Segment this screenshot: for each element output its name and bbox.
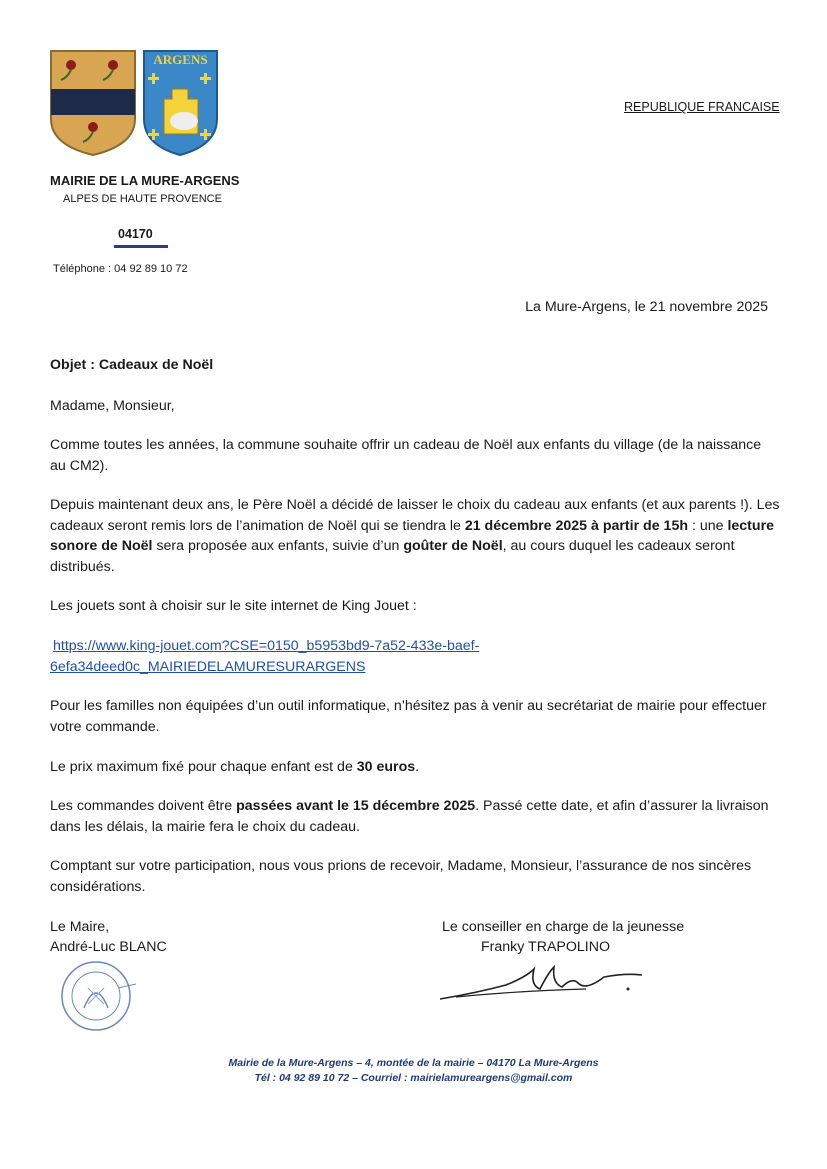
subject-line: Objet : Cadeaux de Noël bbox=[50, 357, 214, 373]
phone-line: Téléphone : 04 92 89 10 72 bbox=[53, 263, 188, 275]
mayor-name: André-Luc BLANC bbox=[50, 939, 167, 955]
argens-crest-logo bbox=[142, 49, 219, 157]
footer-address: Mairie de la Mure-Argens – 4, montée de la mairie – 04170 La Mure-Argens bbox=[228, 1057, 599, 1069]
postcode-underline bbox=[114, 245, 168, 248]
councillor-name: Franky TRAPOLINO bbox=[481, 939, 611, 955]
paragraph-7: Comptant sur votre participation, nous vous prions de recevoir, Madame, Monsieur, l’assurance de nos sincères considérations. bbox=[50, 858, 752, 895]
paragraph-4: Pour les familles non équipées d’un outil informatique, n’hésitez pas à venir au secrétariat de mairie pour effectuer votre commande. bbox=[50, 698, 767, 735]
region-label: ALPES DE HAUTE PROVENCE bbox=[63, 193, 222, 205]
link-line-2[interactable]: 6efa34deed0c_MAIRIEDELAMURESURARGENS bbox=[50, 658, 366, 675]
king-jouet-link[interactable] bbox=[50, 636, 780, 677]
link-line-1[interactable]: https://www.king-jouet.com?CSE=0150_b5953bd9-7a52-433e-baef- bbox=[53, 638, 480, 654]
mure-crest-logo bbox=[49, 49, 137, 157]
greeting: Madame, Monsieur, bbox=[50, 398, 175, 414]
paragraph-2: Depuis maintenant deux ans, le Père Noël a décidé de laisser le choix du cadeau aux enfants (et aux parents !). Les cadeaux seront remis lors de l’animation de Noël qui se tiendra le 21 décembre 2025 à partir de 15h : une lecture sonore de Noël sera proposée aux enfants, suivie d’un goûter de Noël, au cours duquel les cadeaux seront distribués. bbox=[50, 497, 780, 575]
mairie-title: MAIRIE DE LA MURE-ARGENS bbox=[50, 173, 240, 188]
republic-label: REPUBLIQUE FRANCAISE bbox=[624, 100, 780, 114]
paragraph-5: Le prix maximum fixé pour chaque enfant est de 30 euros. bbox=[50, 759, 420, 775]
postcode: 04170 bbox=[118, 227, 153, 241]
footer-contact: Tél : 04 92 89 10 72 – Courriel : mairielamureargens@gmail.com bbox=[254, 1072, 573, 1084]
councillor-title: Le conseiller en charge de la jeunesse bbox=[442, 919, 685, 935]
paragraph-1: Comme toutes les années, la commune souhaite offrir un cadeau de Noël aux enfants du village (de la naissance au CM2). bbox=[50, 437, 762, 474]
mayor-title: Le Maire, bbox=[50, 919, 110, 935]
paragraph-6: Les commandes doivent être passées avant le 15 décembre 2025. Passé cette date, et afin d’assurer la livraison dans les délais, la mairie fera le choix du cadeau. bbox=[50, 798, 769, 835]
date-line: La Mure-Argens, le 21 novembre 2025 bbox=[525, 299, 768, 315]
paragraph-3: Les jouets sont à choisir sur le site internet de King Jouet : bbox=[50, 598, 417, 614]
mairie-stamp-icon bbox=[58, 958, 138, 1034]
argens-crest-label: ARGENS bbox=[153, 52, 208, 67]
councillor-signature-icon bbox=[436, 963, 651, 1005]
